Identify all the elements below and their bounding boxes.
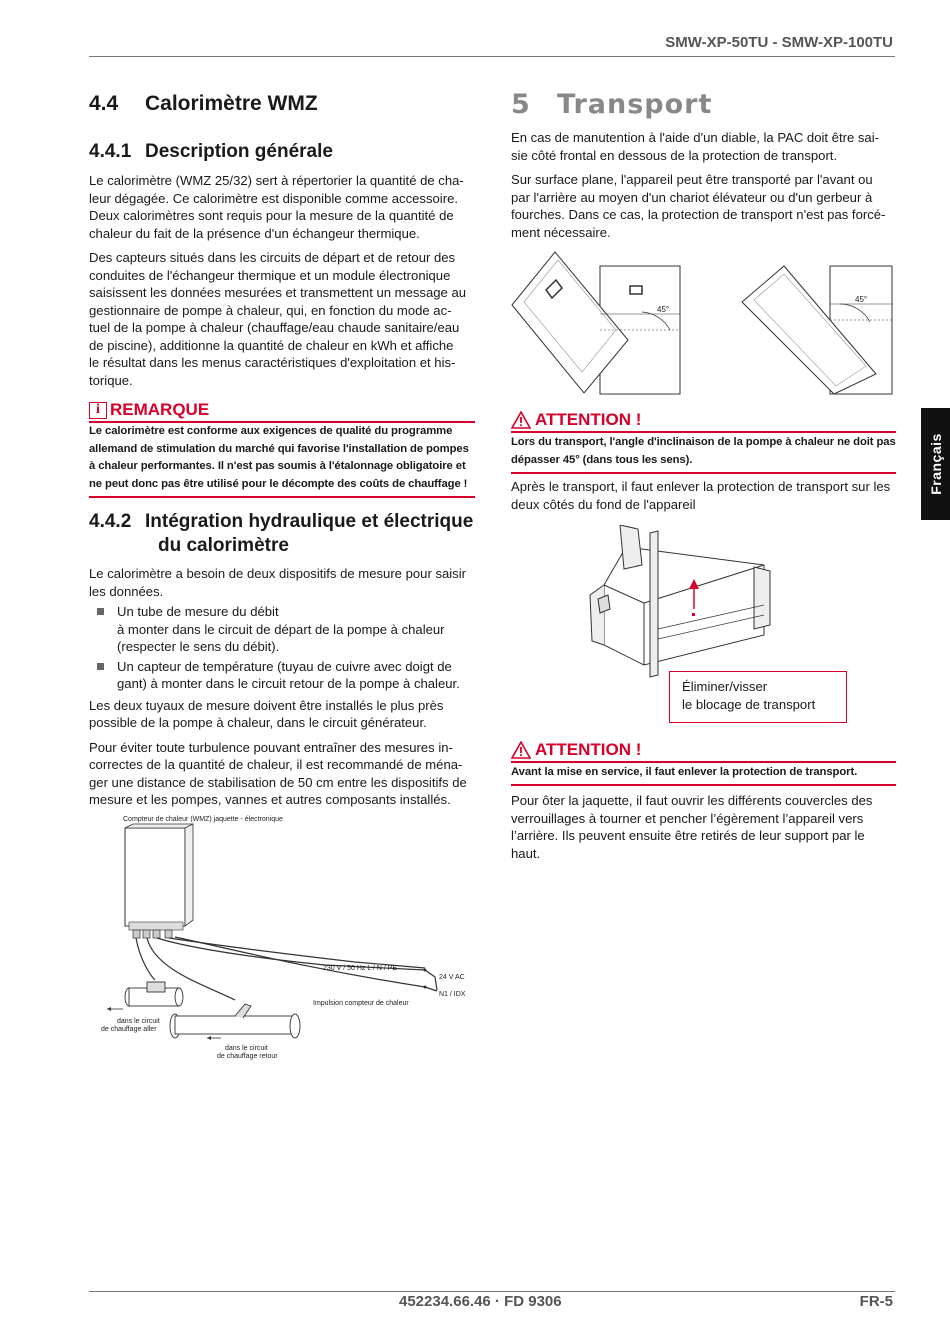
- note-text: Le calorimètre est conforme aux exigences de qualité du programme allemand de stimulation du marché qui favorise l'installation de pompes à chaleur performantes. Il n'est pas soumis à l'étalonnage obligatoire et ne peut donc pas être utilisé pour le décompte des coûts de chauffage !: [89, 423, 475, 498]
- paragraph-placement: Les deux tuyaux de mesure doivent être installés le plus près possible de la pompe à chaleur, dans le circuit générateur.: [89, 697, 444, 730]
- callout-remove-protection: Éliminer/visser le blocage de transport: [669, 671, 847, 723]
- list-item: Un capteur de température (tuyau de cuivre avec doigt de gant) à monter dans le circuit retour de la pompe à chaleur.: [89, 658, 475, 693]
- heat-meter-diagram: [95, 810, 475, 1065]
- measurement-devices-list: [89, 603, 475, 693]
- section-heading-5: 5 Transport: [511, 89, 713, 120]
- warning-header: [511, 740, 896, 763]
- warning-triangle-icon: [511, 411, 531, 429]
- tilt-diagram-front: [512, 252, 680, 394]
- footer-divider: [89, 1291, 895, 1292]
- return-label-line1: dans le circuit: [225, 1045, 268, 1052]
- meter-housing: [125, 828, 185, 926]
- note-header: [89, 400, 475, 423]
- note-label: REMARQUE: [110, 400, 210, 419]
- warning-commissioning: [511, 740, 896, 786]
- flow-meter-pipe: [125, 982, 183, 1006]
- angle-label-front: 45°: [657, 305, 670, 314]
- diagram-caption: Compteur de chaleur (WMZ) jaquette - électronique: [123, 816, 283, 823]
- transport-protection-drawing: [584, 525, 784, 685]
- paragraph-after-transport: Après le transport, il faut enlever la protection de transport sur les deux côtés du fond de l'appareil: [511, 479, 891, 512]
- voltage-label: 24 V AC: [439, 974, 465, 981]
- subsection-heading-4-4-1: 4.4.1 Description générale: [89, 141, 333, 162]
- flow-label-line2: de chauffage aller: [101, 1026, 157, 1033]
- impulse-label: Impulsion compteur de chaleur: [313, 1000, 409, 1007]
- tilt-diagram: [510, 250, 896, 396]
- right-column: [511, 89, 896, 248]
- power-label: 230 V / 50 Hz L / N / PE: [323, 965, 398, 972]
- paragraph-sensors: Des capteurs situés dans les circuits de départ et de retour des conduites de l'échangeur thermique et un module électronique saisissent les données mesurées et transmettent un message au gestionnaire de pompe à chaleur, qui, en fonction du mode ac- tuel de la pompe à chaleur (chauffage/eau chaude sanitaire/eau de piscine), additionne la quantité de chaleur en kWh et affiche le résultat dans les menus caractéristiques d'exploitation et his- torique.: [89, 250, 467, 388]
- paragraph-handcart: En cas de manutention à l'aide d'un diable, la PAC doit être sai- sie côté frontal en dessous de la protection de transport.: [511, 130, 879, 163]
- return-pipe: [170, 1004, 300, 1038]
- warning-header: [511, 410, 896, 433]
- section-heading-4-4: 4.4 Calorimètre WMZ: [89, 92, 318, 115]
- n1-label: N1 / IDX: [439, 991, 466, 998]
- warning-label: ATTENTION !: [535, 740, 642, 759]
- list-item: Un tube de mesure du débit à monter dans le circuit de départ de la pompe à chaleur (respecter le sens du débit).: [89, 603, 475, 656]
- footer-document-number: 452234.66.46 · FD 9306: [399, 1293, 562, 1310]
- info-icon: i: [89, 402, 107, 419]
- paragraph-turbulence: Pour éviter toute turbulence pouvant entraîner des mesures in- correctes de la quantité de chaleur, il est recommandé de ména- ger une distance de stabilisation de 50 cm entre les dispositifs de mesure et les pompes, vannes et autres composants installés.: [89, 739, 467, 807]
- footer-page-number: FR-5: [859, 1293, 893, 1310]
- subsection-heading-4-4-2: 4.4.2 Intégration hydraulique et électrique du calorimètre: [89, 511, 474, 556]
- flow-label-line1: dans le circuit: [117, 1018, 160, 1025]
- language-tab: Français: [921, 408, 950, 520]
- paragraph-description: Le calorimètre (WMZ 25/32) sert à répertorier la quantité de cha- leur dégagée. Ce calorimètre est disponible comme accessoire. Deux calorimètres sont requis pour la mesure de la quantité de chaleur du fait de la présence d'un échangeur thermique.: [89, 173, 464, 241]
- warning-text: Lors du transport, l'angle d'inclinaison de la pompe à chaleur ne doit pas dépasser 45° (dans tous les sens).: [511, 433, 896, 474]
- note-box: [89, 400, 475, 498]
- header-divider: [89, 56, 895, 57]
- paragraph-requirements: Le calorimètre a besoin de deux dispositifs de mesure pour saisir les données.: [89, 566, 467, 599]
- angle-label-side: 45°: [855, 295, 868, 304]
- warning-label: ATTENTION !: [535, 410, 642, 429]
- paragraph-forklift: Sur surface plane, l'appareil peut être transporté par l'avant ou par l'arrière au moyen d'un chariot élévateur ou d'un gerbeur à fourches. Dans ce cas, la protection de transport n'est pas forcé- ment nécessaire.: [511, 172, 886, 240]
- paragraph-remove-casing: Pour ôter la jaquette, il faut ouvrir les différents couvercles des verrouillages à tourner et pencher l’égèrement l’appareil vers l’arrière. Ils peuvent ensuite être retirés de leur support par le haut.: [511, 793, 873, 861]
- return-label-line2: de chauffage retour: [217, 1053, 278, 1060]
- left-column: [89, 92, 475, 816]
- header-title: SMW-XP-50TU - SMW-XP-100TU: [665, 34, 893, 51]
- warning-tilt: [511, 410, 896, 474]
- warning-triangle-icon: [511, 741, 531, 759]
- warning-text: Avant la mise en service, il faut enlever la protection de transport.: [511, 763, 896, 786]
- cable-glands: [133, 930, 172, 938]
- tilt-diagram-side: [742, 266, 892, 394]
